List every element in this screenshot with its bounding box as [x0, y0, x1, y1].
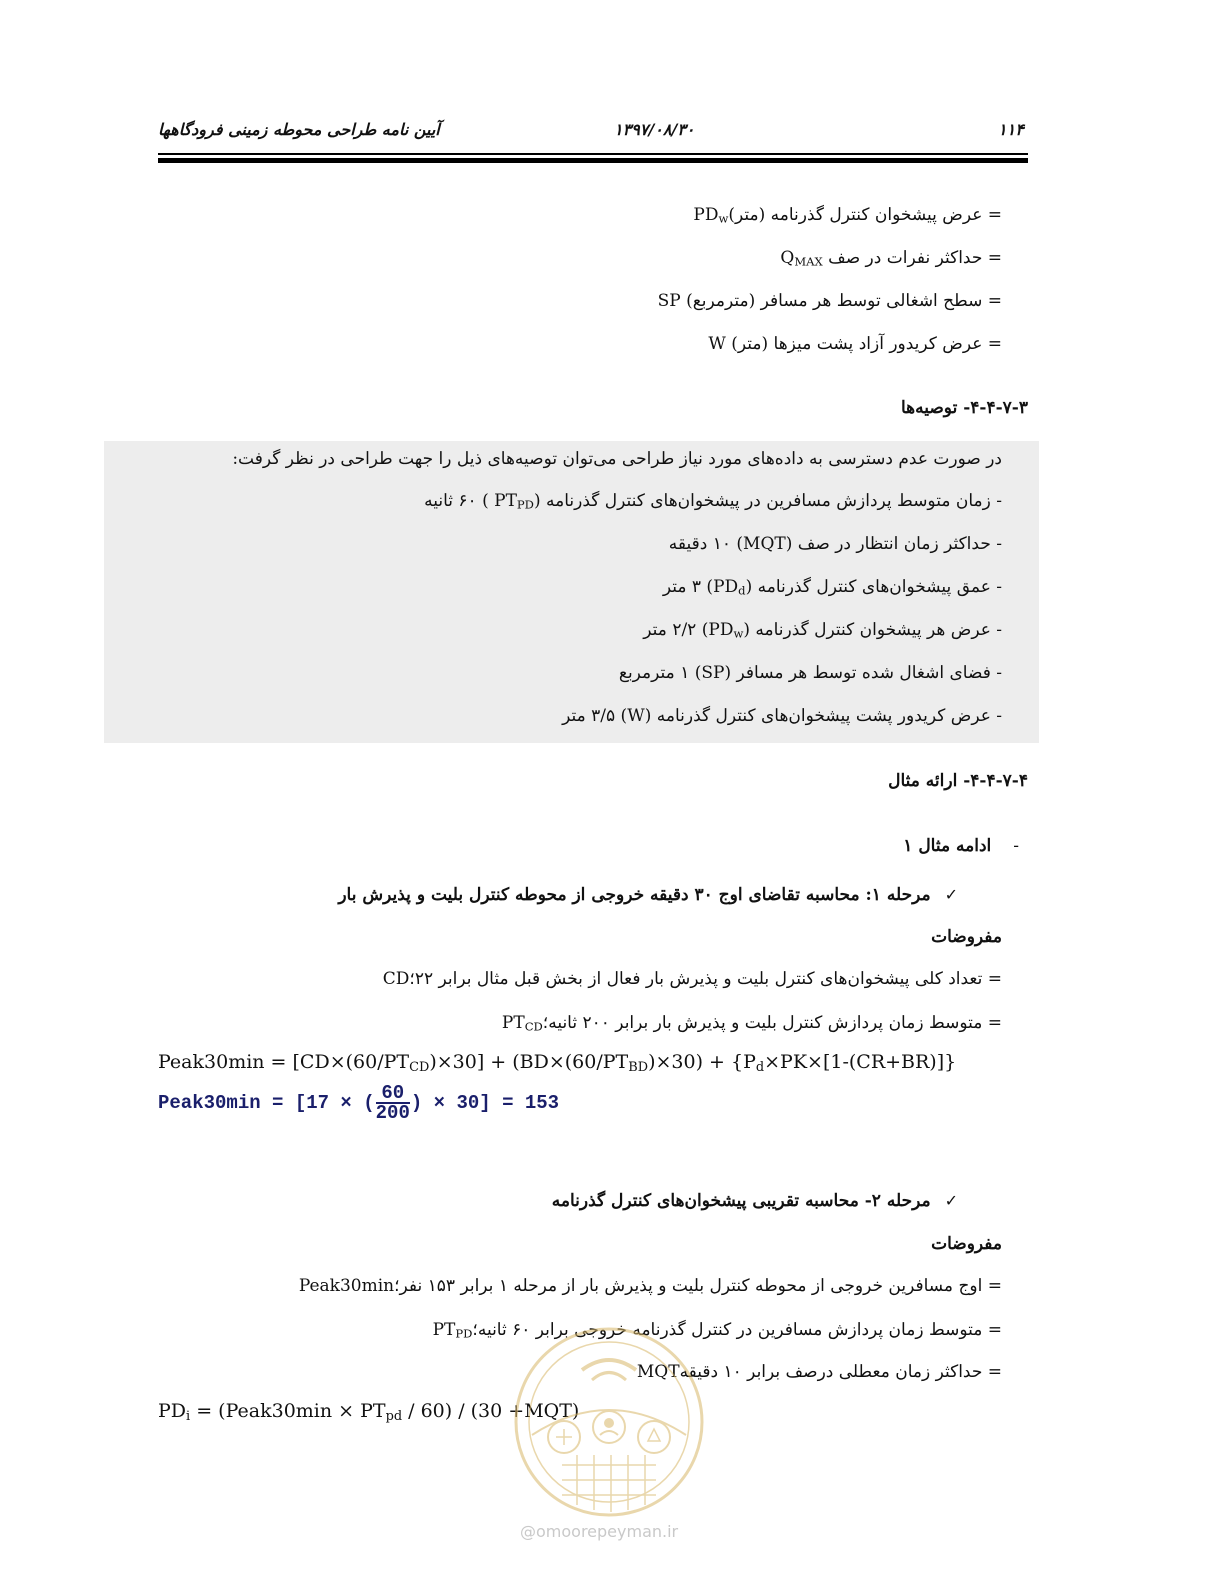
header-date: ۱۳۹۷/۰۸/۳۰ [614, 120, 695, 139]
example-continuation: -ادامه مثال ۱ [903, 836, 1019, 856]
recommendations-intro: در صورت عدم دسترسی به داده‌های مورد نیاز طراحی می‌توان توصیه‌های ذیل را جهت طراحی در نظر گرفت: [232, 449, 1002, 469]
recommendation-item: - عمق پیشخوان‌های کنترل گذرنامه $(PD_d)$ ۳ متر [662, 577, 1002, 598]
step2-assumption-mqt: = حداکثر زمان معطلی درصف برابر ۱۰ دقیقهMQT [636, 1362, 1002, 1382]
step2-assumption-ptpd: = متوسط زمان پردازش مسافرین در کنترل گذرنامه خروجی برابر ۶۰ $ثانیه؛PT_{PD}$ [432, 1320, 1002, 1341]
step2-assumption-peak: = اوج مسافرین خروجی از محوطه کنترل بلیت و پذیرش بار از مرحله ۱ برابر ۱۵۳ نفر؛Peak30min [298, 1276, 1002, 1296]
recommendation-item: - زمان متوسط پردازش مسافرین در پیشخوان‌های کنترل گذرنامه ($PT_{PD}$ ) ۶۰ ثانیه [424, 491, 1002, 512]
step2-title: ✓مرحله ۲- محاسبه تقریبی پیشخوان‌های کنترل گذرنامه [551, 1191, 958, 1211]
header-rule-thin [158, 153, 1028, 155]
step1-assumptions-label: مفروضات [931, 927, 1002, 947]
watermark-seal-icon [512, 1325, 706, 1519]
definition-pdw: = عرض پیشخوان کنترل گذرنامه $(متر)PD_w$ [693, 205, 1002, 226]
step2-formula: $PD_i$ = (Peak30min × $PT_{pd} / 60) / (30 +MQT)$ [158, 1400, 580, 1424]
header-title: آیین نامه طراحی محوطه زمینی فرودگاهها [158, 120, 440, 139]
definition-sp: = سطح اشغالی توسط هر مسافر (مترمربع) SP [657, 291, 1002, 311]
recommendation-item: - فضای اشغال شده توسط هر مسافر (SP) ۱ مترمربع [618, 663, 1002, 683]
step1-formula: Peak30min = $[CD\times(60/PT_{CD})\times 30] + (BD\times(60/PT_{BD})\times 30) + \{P_d\times PK\times[1-(CR+BR)]\}$ [158, 1051, 957, 1075]
checkmark-icon: ✓ [944, 885, 958, 904]
page-number: ۱۱۴ [998, 120, 1024, 139]
recommendation-item: - حداکثر زمان انتظار در صف (MQT) ۱۰ دقیقه [668, 534, 1002, 554]
step2-assumptions-label: مفروضات [931, 1234, 1002, 1254]
section-heading-example: ۴-۴-۷-۴- ارائه مثال [888, 771, 1028, 791]
step1-assumption-ptcd: = متوسط زمان پردازش کنترل بلیت و پذیرش بار برابر ۲۰۰ $ثانیه؛PT_{CD}$ [501, 1013, 1002, 1034]
recommendation-item: - عرض کریدور پشت پیشخوان‌های کنترل گذرنامه (W) ۳/۵ متر [562, 706, 1002, 726]
definition-qmax: = حداکثر نفرات در صف $Q_{MAX}$ [780, 248, 1002, 269]
header-rule-thick [158, 158, 1028, 163]
step1-calculation: Peak30min = [17 × ( $\frac{60}{200}$ ) × 30] = 153 [158, 1082, 560, 1124]
definition-w: = عرض کریدور آزاد پشت میزها (متر) W [708, 334, 1002, 354]
recommendation-item: - عرض هر پیشخوان کنترل گذرنامه $(PD_w)$ ۲/۲ متر [643, 620, 1002, 641]
step1-assumption-cd: = تعداد کلی پیشخوان‌های کنترل بلیت و پذیرش بار فعال از بخش قبل مثال برابر ۲۲؛CD [382, 969, 1002, 989]
watermark-site: @omoorepeyman.ir [520, 1522, 679, 1541]
checkmark-icon: ✓ [944, 1191, 958, 1210]
fraction: $\frac{60}{200}$ [375, 1082, 410, 1124]
step1-title: ✓مرحله ۱: محاسبه تقاضای اوج ۳۰ دقیقه خروجی از محوطه کنترل بلیت و پذیرش بار [338, 885, 958, 905]
section-heading-recommendations: ۴-۴-۷-۳- توصیه‌ها [900, 398, 1028, 418]
